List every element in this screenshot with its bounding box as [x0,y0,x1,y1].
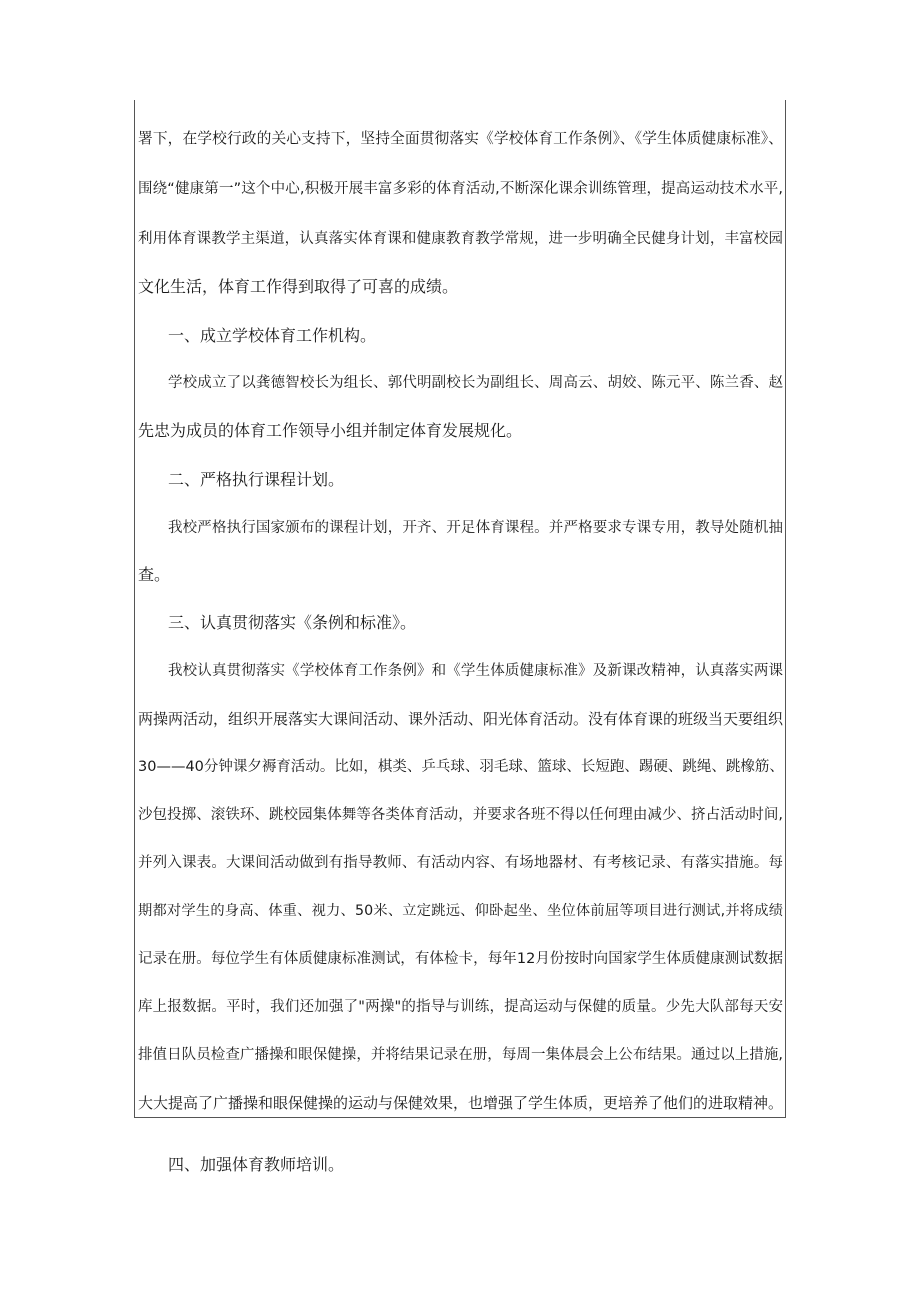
section-2-line-1: 我校严格执行国家颁布的课程计划，开齐、开足体育课程。并严格要求专课专用，教导处随机抽 [168,520,783,536]
section-3-line-5: 并列入课表。大课间活动做到有指导教师、有活动内容、有场地器材、有考核记录、有落实措施。每 [138,855,783,871]
section-3-line-4: 沙包投掷、滚铁环、跳校园集体舞等各类体育活动，并要求各班不得以任何理由减少、挤占活动时间, [138,807,783,823]
section-1-line-1: 学校成立了以龚德智校长为组长、郭代明副校长为副组长、周高云、胡姣、陈元平、陈兰香、赵 [168,375,783,391]
section-3-line-2: 两操两活动，组织开展落实大课间活动、课外活动、阳光体育活动。没有体育课的班级当天要组织 [138,710,784,728]
intro-line-2: 围绕“健康第一”这个中心,积极开展丰富多彩的体育活动,不断深化课余训练管理，提高运动技术水平, [138,181,783,197]
intro-line-1: 署下，在学校行政的关心支持下，坚持全面贯彻落实《学校体育工作条例》、《学生体质健康标准》、 [138,130,783,147]
section-3-line-7: 记录在册。每位学生有体质健康标准测试，有体检卡，每年12月份按时向国家学生体质健康测试数据 [138,951,783,967]
section-3-line-3: 30——40分钟课夕褥育活动。比如，棋类、乒乓球、羽毛球、篮球、长短跑、踢硬、跳绳、跳橡筋、 [138,759,784,775]
heading-section-4: 四、加强体育教师培训。 [168,1155,345,1174]
section-3-line-1: 我校认真贯彻落实《学校体育工作条例》和《学生体质健康标准》及新课改精神，认真落实两课 [168,663,783,679]
section-3-line-9: 排值日队员检查广播操和眼保健操，并将结果记录在册，每周一集体晨会上公布结果。通过以上措施, [138,1047,783,1063]
section-3-line-6: 期都对学生的身高、体重、视力、50米、立定跳远、仰卧起坐、坐位体前屈等项目进行测试,并将成绩 [138,903,783,919]
section-3-line-10: 大大提高了广播操和眼保健操的运动与保健效果，也增强了学生体质，更培养了他们的进取精神。 [138,1094,784,1112]
heading-section-2: 二、严格执行课程计划。 [168,470,345,489]
heading-section-1: 一、成立学校体育工作机构。 [168,326,377,345]
section-3-line-8: 库上报数据。平时，我们还加强了"两操"的指导与训练，提高运动与保健的质量。少先大队部每天安 [138,999,783,1015]
heading-section-3: 三、认真贯彻落实《条例和标准》。 [168,613,417,632]
section-2-line-2: 查。 [138,565,171,584]
intro-line-4: 文化生活，体育工作得到取得了可喜的成绩。 [138,277,459,296]
section-1-line-2: 先忠为成员的体育工作领导小组并制定体育发展规化。 [138,421,523,440]
intro-line-3: 利用体育课教学主渠道，认真落实体育课和健康教育教学常规，进一步明确全民健身计划，丰富校园 [138,231,783,247]
